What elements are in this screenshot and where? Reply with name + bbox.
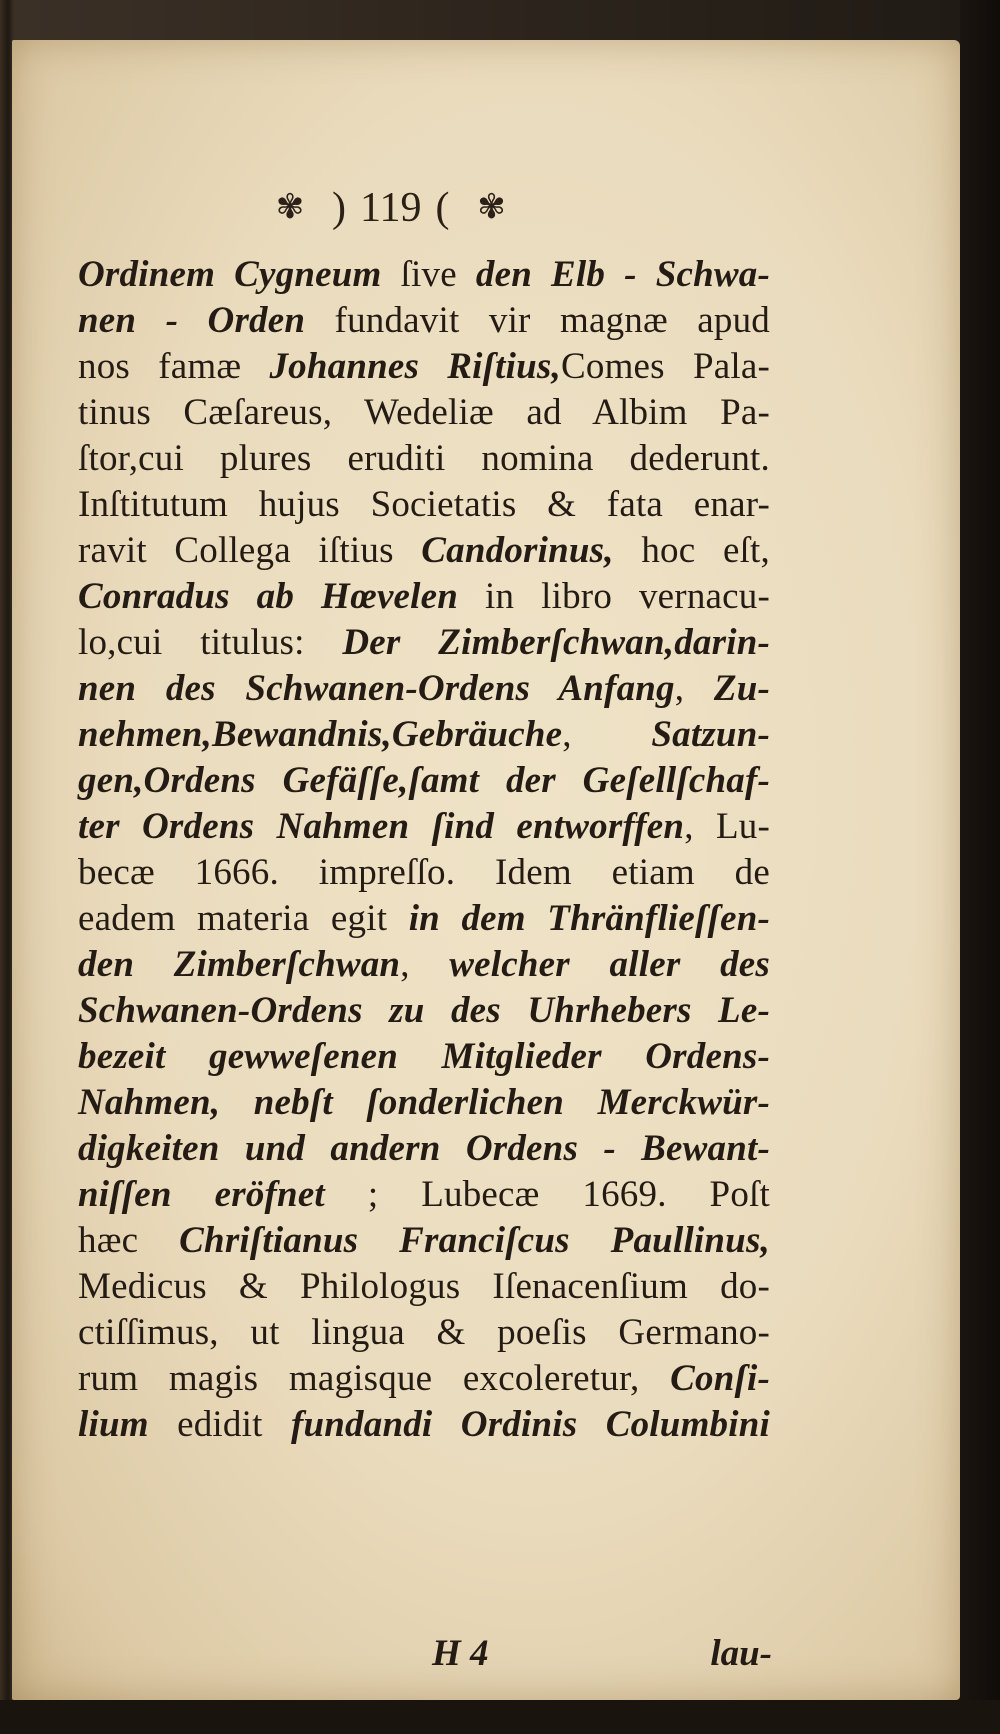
- text-line: [78, 1126, 770, 1172]
- text-line: [78, 666, 770, 712]
- italic-text: Conſi-: [670, 1358, 770, 1399]
- roman-text: ,: [674, 668, 714, 709]
- roman-text: lo,cui titulus:: [78, 622, 343, 663]
- page-footer: [432, 1632, 772, 1682]
- text-line: [78, 1264, 770, 1310]
- italic-text: fundandi Ordinis Columbini: [290, 1404, 770, 1445]
- text-line: [78, 482, 770, 528]
- text-line: [78, 1218, 770, 1264]
- roman-text: edidit: [148, 1404, 291, 1445]
- scan-bottom-edge: [0, 1700, 1000, 1734]
- text-line: [78, 528, 770, 574]
- italic-text: Der Zimberſchwan,darin-: [342, 622, 770, 663]
- text-line: [78, 988, 770, 1034]
- italic-text: niſſen eröfnet: [78, 1174, 325, 1215]
- italic-text: den Elb - Schwa-: [475, 254, 771, 295]
- roman-text: tinus Cæſareus, Wedeliæ ad Albim Pa-: [78, 392, 770, 433]
- signature-mark: H 4: [432, 1633, 489, 1674]
- text-line: [78, 1402, 770, 1448]
- text-line: [78, 620, 770, 666]
- roman-text: becæ 1666. impreſſo. Idem etiam de: [78, 852, 770, 893]
- text-line: [78, 574, 770, 620]
- italic-text: Zu-: [713, 668, 770, 709]
- text-line: [78, 298, 770, 344]
- left-bracket: ): [332, 185, 346, 231]
- italic-text: Ordinem Cygneum: [78, 254, 382, 295]
- roman-text: fundavit vir magnæ apud: [305, 300, 770, 341]
- book-page: [12, 40, 960, 1700]
- italic-text: Conradus ab Hœvelen: [78, 576, 459, 617]
- italic-text: Candorinus,: [421, 530, 614, 571]
- roman-text: rum magis magisque excoleretur,: [78, 1358, 671, 1399]
- italic-text: nen des Schwanen-Ordens Anfang: [78, 668, 675, 709]
- italic-text: ter Ordens Nahmen ſind entworffen: [78, 806, 685, 847]
- roman-text: ravit Collega iſtius: [78, 530, 422, 571]
- roman-text: in libro vernacu-: [458, 576, 770, 617]
- right-bracket: (: [435, 185, 450, 231]
- roman-text: eadem materia egit: [78, 898, 409, 939]
- roman-text: Medicus & Philologus Iſenacenſium do-: [78, 1266, 770, 1307]
- roman-text: ,: [400, 944, 450, 985]
- italic-text: digkeiten und andern Ordens - Bewant-: [78, 1128, 770, 1169]
- roman-text: hoc eſt,: [613, 530, 770, 571]
- text-line: [78, 1172, 770, 1218]
- text-line: [78, 390, 770, 436]
- italic-text: Chriſtianus Franciſcus Paullinus,: [179, 1220, 771, 1261]
- roman-text: ,: [562, 714, 652, 755]
- catchword: lau-: [710, 1633, 772, 1674]
- roman-text: nos famæ: [78, 346, 270, 387]
- scan-edge: [960, 0, 1000, 1734]
- text-line: [78, 758, 770, 804]
- italic-text: Johannes Riſtius,: [269, 346, 561, 387]
- roman-text: Comes Pala-: [560, 346, 770, 387]
- running-head: [262, 178, 582, 238]
- italic-text: in dem Thränflieſſen-: [408, 898, 770, 939]
- text-line: [78, 804, 770, 850]
- text-line: [78, 252, 770, 298]
- text-line: [78, 1356, 770, 1402]
- italic-text: lium: [78, 1404, 149, 1445]
- body-text: [78, 252, 770, 1448]
- text-line: [78, 436, 770, 482]
- roman-text: ctiſſimus, ut lingua & poeſis Germano-: [78, 1312, 770, 1353]
- text-line: [78, 344, 770, 390]
- text-line: [78, 1034, 770, 1080]
- left-ornament-icon: ✾: [275, 189, 305, 226]
- italic-text: Schwanen-Ordens zu des Uhrhebers Le-: [78, 990, 770, 1031]
- roman-text: , Lu-: [684, 806, 770, 847]
- roman-text: ; Lubecæ 1669. Poſt: [324, 1174, 770, 1215]
- text-line: [78, 1310, 770, 1356]
- roman-text: hæc: [78, 1220, 180, 1261]
- italic-text: den Zimberſchwan: [78, 944, 401, 985]
- italic-text: nehmen,Bewandnis,Gebräuche: [78, 714, 563, 755]
- italic-text: Satzun-: [651, 714, 770, 755]
- italic-text: Nahmen, nebſt ſonderlichen Merckwür-: [78, 1082, 770, 1123]
- page-number: 119: [360, 185, 422, 231]
- italic-text: bezeit gewweſenen Mitglieder Ordens-: [78, 1036, 770, 1077]
- text-line: [78, 942, 770, 988]
- text-line: [78, 896, 770, 942]
- text-line: [78, 712, 770, 758]
- italic-text: welcher aller des: [449, 944, 770, 985]
- text-line: [78, 1080, 770, 1126]
- roman-text: Inſtitutum hujus Societatis & fata enar-: [78, 484, 770, 525]
- roman-text: ſtor,cui plures eruditi nomina dederunt.: [78, 438, 770, 479]
- text-line: [78, 850, 770, 896]
- italic-text: nen - Orden: [78, 300, 306, 341]
- right-ornament-icon: ✾: [477, 189, 506, 226]
- italic-text: gen,Ordens Gefäſſe,ſamt der Geſellſchaf-: [78, 760, 770, 801]
- roman-text: ſive: [381, 254, 476, 295]
